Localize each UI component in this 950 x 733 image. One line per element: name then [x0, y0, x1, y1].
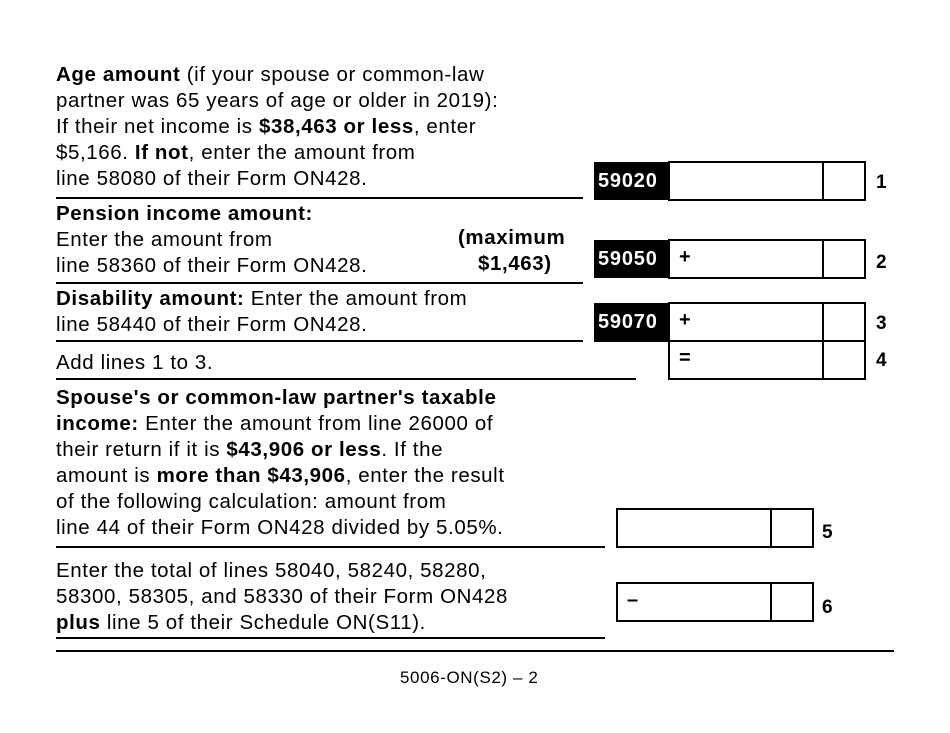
line-number-6: 6 — [822, 597, 833, 618]
line-5-amount-field[interactable] — [616, 508, 814, 548]
line-code-59050: 59050 — [594, 240, 670, 278]
line-number-4: 4 — [876, 350, 887, 371]
cents-divider — [822, 163, 824, 199]
divider — [56, 340, 583, 342]
plus-sign: + — [679, 309, 691, 331]
cents-divider — [822, 342, 824, 378]
divider — [56, 637, 605, 639]
pension-line3: line 58360 of their Form ON428. — [56, 254, 368, 277]
spouse-income-line2: income: Enter the amount from line 26000 of — [56, 412, 494, 435]
pension-maximum-label: (maximum — [458, 226, 566, 249]
plus-sign: + — [679, 246, 691, 268]
pension-line2: Enter the amount from — [56, 228, 273, 251]
line-1-amount-field[interactable] — [668, 161, 866, 201]
age-amount-line1: Age amount (if your spouse or common-law — [56, 63, 485, 86]
age-amount-heading: Age amount — [56, 63, 181, 86]
pension-maximum-value: $1,463) — [478, 252, 552, 275]
total-line3: plus line 5 of their Schedule ON(S11). — [56, 611, 426, 634]
age-amount-line5: line 58080 of their Form ON428. — [56, 167, 368, 190]
line-number-5: 5 — [822, 522, 833, 543]
cents-divider — [770, 510, 772, 546]
line-code-59070: 59070 — [594, 303, 670, 341]
cents-divider — [822, 241, 824, 277]
cents-divider — [770, 584, 772, 620]
age-amount-line3: If their net income is $38,463 or less, enter — [56, 115, 477, 138]
total-line1: Enter the total of lines 58040, 58240, 58280, — [56, 559, 487, 582]
line-4-total-field[interactable] — [668, 340, 866, 380]
line-number-3: 3 — [876, 313, 887, 334]
page-bottom-rule — [56, 650, 894, 652]
equals-sign: = — [679, 347, 691, 369]
line-code-59020: 59020 — [594, 162, 670, 200]
age-amount-line4: $5,166. If not, enter the amount from — [56, 141, 416, 164]
line-6-amount-field[interactable] — [616, 582, 814, 622]
line-2-amount-field[interactable] — [668, 239, 866, 279]
add-lines-text: Add lines 1 to 3. — [56, 351, 214, 374]
spouse-income-line4: amount is more than $43,906, enter the result — [56, 464, 505, 487]
pension-heading: Pension income amount: — [56, 202, 313, 225]
line-number-2: 2 — [876, 252, 887, 273]
cents-divider — [822, 304, 824, 340]
minus-sign: – — [627, 589, 639, 611]
divider — [56, 378, 636, 380]
field-underline — [594, 340, 670, 342]
field-underline — [594, 197, 670, 199]
spouse-income-line5: of the following calculation: amount from — [56, 490, 447, 513]
disability-heading: Disability amount: — [56, 287, 245, 310]
total-line2: 58300, 58305, and 58330 of their Form ON428 — [56, 585, 509, 608]
page-footer: 5006-ON(S2) – 2 — [400, 668, 539, 687]
divider — [56, 546, 605, 548]
spouse-income-line1: Spouse's or common-law partner's taxable — [56, 386, 497, 409]
line-3-amount-field[interactable] — [668, 302, 866, 342]
disability-line1: Disability amount: Enter the amount from — [56, 287, 468, 310]
age-amount-line2: partner was 65 years of age or older in 2019): — [56, 89, 499, 112]
spouse-income-line3: their return if it is $43,906 or less. If the — [56, 438, 444, 461]
divider — [56, 282, 583, 284]
divider — [56, 197, 583, 199]
line-number-1: 1 — [876, 172, 887, 193]
spouse-income-line6: line 44 of their Form ON428 divided by 5.05%. — [56, 516, 504, 539]
disability-line2: line 58440 of their Form ON428. — [56, 313, 368, 336]
